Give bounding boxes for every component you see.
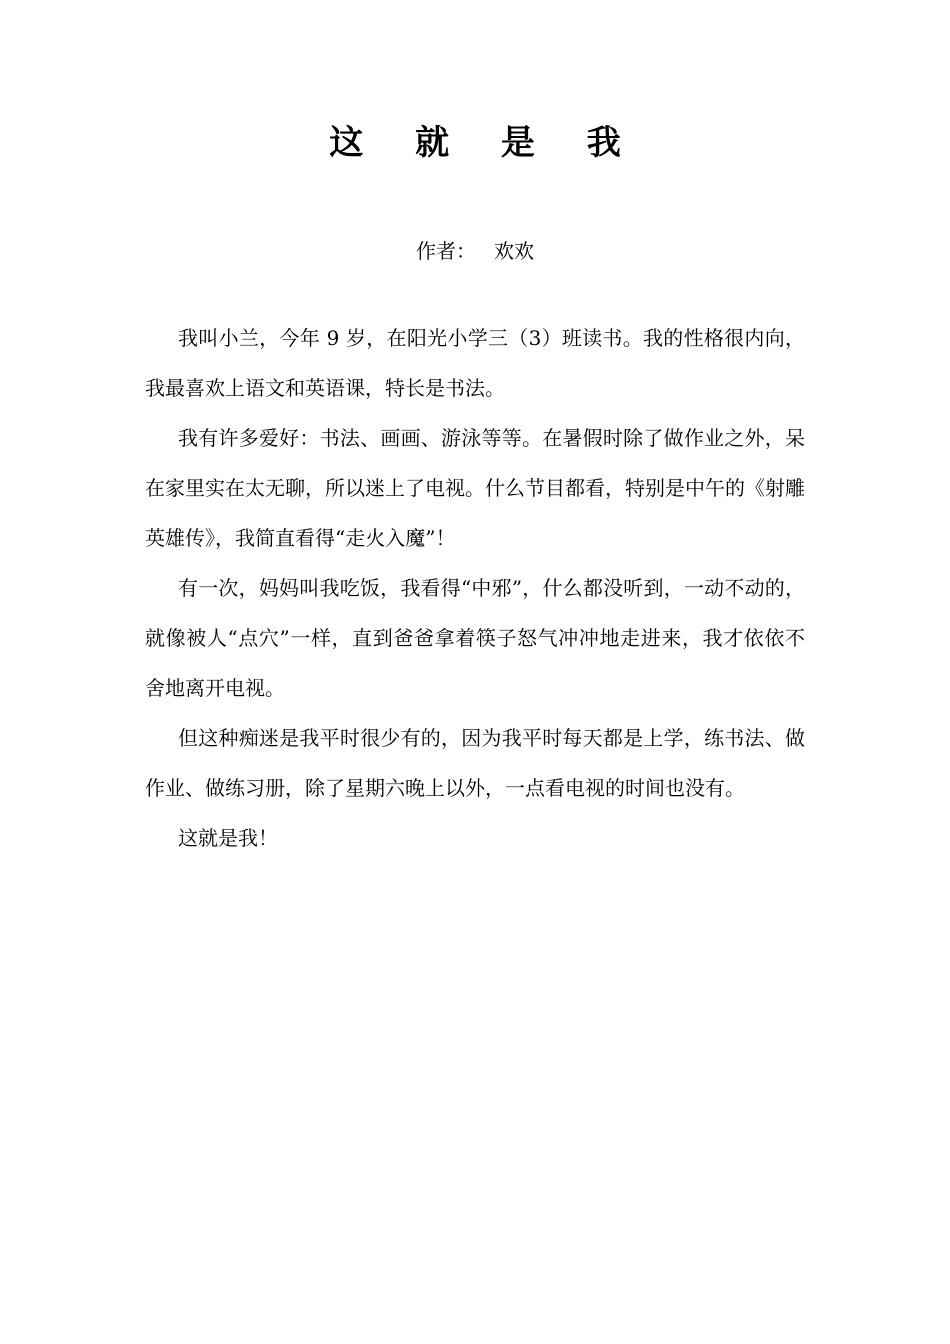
paragraph-1: 我叫小兰，今年 9 岁，在阳光小学三（3）班读书。我的性格很内向，我最喜欢上语文和英语课，特长是书法。 [145, 326, 805, 400]
paragraph-2: 我有许多爱好：书法、画画、游泳等等。在暑假时除了做作业之外，呆在家里实在太无聊，所以迷上了电视。什么节目都看，特别是中午的《射雕英雄传》，我简直看得“走火入魔”！ [145, 426, 805, 550]
byline [0, 234, 950, 268]
author-name: 欢欢 [494, 239, 534, 263]
author-label: 作者： [416, 239, 476, 263]
paragraph-4: 但这种痴迷是我平时很少有的，因为我平时每天都是上学，练书法、做作业、做练习册，除了星期六晚上以外，一点看电视的时间也没有。 [145, 726, 805, 800]
document-body [145, 313, 805, 863]
paragraph-3: 有一次，妈妈叫我吃饭，我看得“中邪”，什么都没听到，一动不动的，就像被人“点穴”一样，直到爸爸拿着筷子怒气冲冲地走进来，我才依依不舍地离开电视。 [145, 576, 805, 700]
paragraph-5: 这就是我！ [178, 826, 278, 850]
document-title: 这 就 是 我 [329, 123, 641, 163]
